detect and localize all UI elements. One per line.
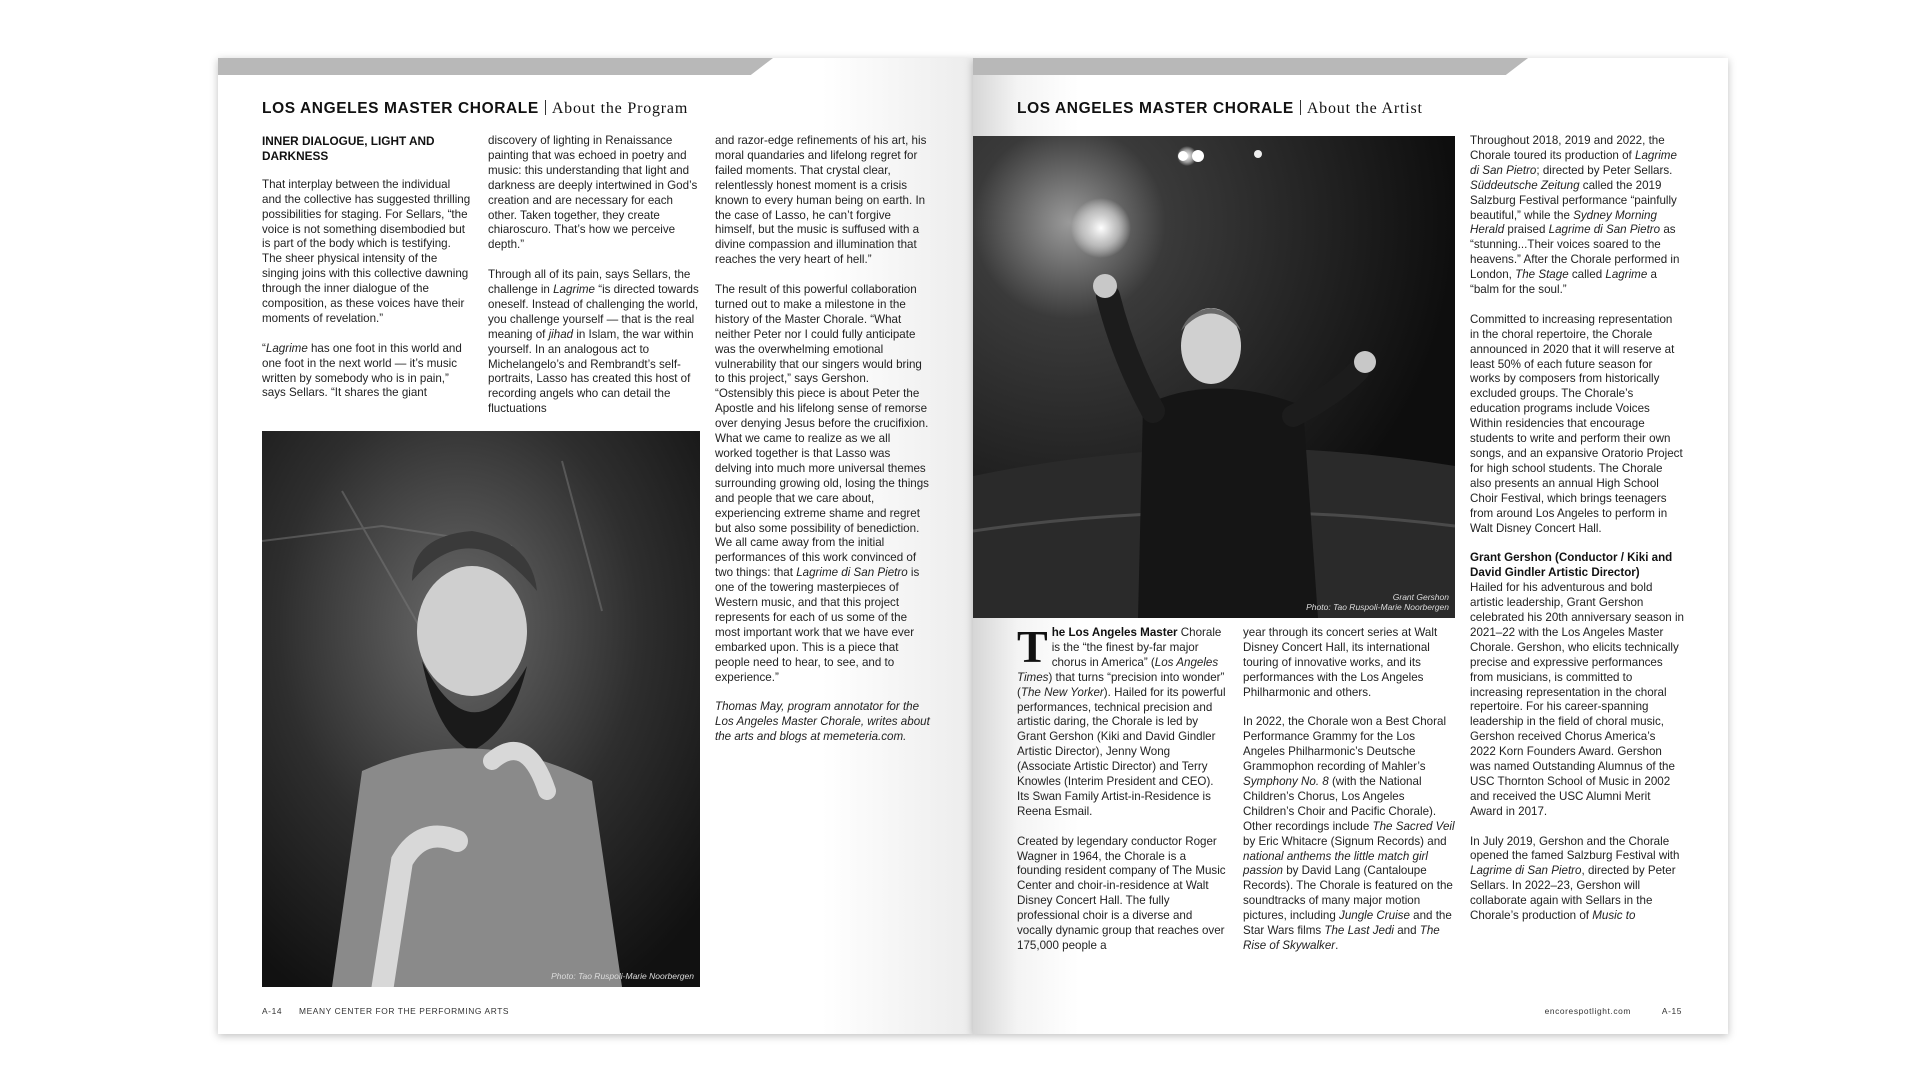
section-subhead: INNER DIALOGUE, LIGHT AND DARKNESS	[262, 134, 435, 163]
left-column-3	[715, 134, 930, 760]
header-brand: LOS ANGELES MASTER CHORALE	[1017, 100, 1294, 117]
website-url: encorespotlight.com	[1544, 1006, 1631, 1016]
right-page-top-bar	[973, 58, 1528, 75]
right-footer	[1545, 1006, 1682, 1016]
left-footer	[262, 1006, 509, 1016]
paragraph: and razor-edge refinements of his art, his moral quandaries and lifelong regret for failed moments. That crystal clear, relentlessly honest moment is a crisis known to every human being on earth. In the case of Lasso, he can’t forgive himself, but the music is suffused with a divine compassion and illumination that reaches the very heart of hell.”	[715, 134, 927, 267]
header-divider	[545, 100, 546, 115]
header-section: About the Program	[551, 100, 689, 117]
header-section: About the Artist	[1306, 100, 1423, 117]
header-brand: LOS ANGELES MASTER CHORALE	[262, 100, 539, 117]
paragraph: year through its concert series at Walt Disney Concert Hall, its international touring of innovative works, and its performances with the Los Angeles Philharmonic and others.	[1243, 626, 1438, 699]
paragraph: Hailed for his adventurous and bold artistic leadership, Grant Gershon celebrated his 20th anniversary season in 2021–22 with the Los Angeles Master Chorale. Gershon, who elicits technically precise and expressive performances from musicians, is committed to increasing representation in the choral repertoire. For his career-spanning leadership in the field of choral music, Gershon received Chorus America’s 2022 Korn Founders Award. Gershon was named Outstanding Alumnus of the USC Thornton School of Music in 2002 and received the USC Alumni Merit Award in 2017.	[1470, 581, 1684, 818]
venue-name: MEANY CENTER FOR THE PERFORMING ARTS	[299, 1006, 510, 1016]
photo-caption-credit: Photo: Tao Ruspoli-Marie Noorbergen	[1306, 602, 1449, 612]
paragraph: Through all of its pain, says Sellars, the challenge in Lagrime “is directed towards oneself. Instead of challenging the world, you challenge yourself — that is the real meaning of jihad in Islam, the war within yourself. In an analogous act to Michelangelo’s and Rembrandt’s self-portraits, Lasso has created this host of recording angels who can detail the fluctuations	[488, 268, 699, 416]
conductor-photo	[973, 136, 1455, 618]
drop-cap: T	[1017, 621, 1048, 672]
paragraph: Throughout 2018, 2019 and 2022, the Chorale toured its production of Lagrime di San Pietro; directed by Peter Sellars. Süddeutsche Zeitung called the 2019 Salzburg Festival performance “painfully beautiful,” while the Sydney Morning Herald praised Lagrime di San Pietro as “stunning...Their voices soared to the heavens.” After the Chorale performed in London, The Stage called Lagrime a “balm for the soul.”	[1470, 134, 1680, 297]
page-number: A-15	[1661, 1006, 1682, 1016]
paragraph: “Lagrime has one foot in this world and one foot in the next world — it’s music written by somebody who is in pain,” says Sellars. “It shares the giant	[262, 341, 462, 400]
photo-caption	[1306, 592, 1449, 612]
singer-photo	[262, 431, 700, 987]
left-column-2	[488, 134, 700, 432]
singer-photo-image	[262, 431, 700, 987]
left-page	[218, 58, 973, 1034]
paragraph: That interplay between the individual and the collective has suggested thrilling possibilities for staging. For Sellars, “the voice is not something disembodied but is part of the body which is testifying. The sheer physical intensity of the singing joins with this collective dawning through the inner dialogue of the composition, as these voices have their moments of revelation.”	[262, 177, 471, 325]
right-page-header	[1017, 100, 1423, 118]
paragraph: discovery of lighting in Renaissance painting that was echoed in poetry and music: this understanding that light and darkness are deeply intertwined in God’s creation and are necessary for each other. Taken together, they create chiaroscuro. That’s how we perceive depth.”	[488, 134, 698, 252]
paragraph: Created by legendary conductor Roger Wagner in 1964, the Chorale is a founding resident company of The Music Center and choir-in-residence at Walt Disney Concert Hall. The fully professional choir is a diverse and vocally dynamic group that reaches over 175,000 people a	[1017, 834, 1226, 953]
paragraph: In 2022, the Chorale won a Best Choral Performance Grammy for the Los Angeles Philharmonic’s Deutsche Grammophon recording of Mahler’s Symphony No. 8 (with the National Children’s Chorus, Los Angeles Children’s Choir and Pacific Chorale). Other recordings include The Sacred Veil by Eric Whitacre (Signum Records) and national anthems the little match girl passion by David Lang (Cantaloupe Records). The Chorale is featured on the soundtracks of many major motion pictures, including Jungle Cruise and the Star Wars films The Last Jedi and The Rise of Skywalker.	[1243, 715, 1455, 953]
paragraph: In July 2019, Gershon and the Chorale opened the famed Salzburg Festival with Lagrime di San Pietro, directed by Peter Sellars. In 2022–23, Gershon will collaborate again with Sellars in the Chorale’s production of Music to	[1470, 834, 1680, 923]
author-signature: Thomas May, program annotator for the Los Angeles Master Chorale, writes about the arts and blogs at memeteria.com.	[715, 700, 930, 744]
bio-heading: Grant Gershon (Conductor / Kiki and David Gindler Artistic Director)	[1470, 551, 1673, 580]
left-page-header	[262, 100, 688, 118]
right-column-3	[1470, 134, 1684, 939]
left-page-top-bar	[218, 58, 773, 75]
paragraph: The Los Angeles Master Chorale is the “the finest by-far major chorus in America” (Los Angeles Times) that turns “precision into wonder” (The New Yorker). Hailed for its powerful performances, technical precision and artistic daring, the Chorale is led by Grant Gershon (Kiki and David Gindler Artistic Director), Jenny Wong (Associate Artistic Director) and Terry Knowles (Interim President and CEO). Its Swan Family Artist-in-Residence is Reena Esmail.	[1017, 621, 1226, 818]
left-column-1	[262, 134, 472, 416]
header-divider	[1300, 100, 1301, 115]
paragraph: The result of this powerful collaboration turned out to make a milestone in the history of the Master Chorale. “What neither Peter nor I could fully anticipate was the overwhelming emotional vulnerability that our singers would bring to this project,” says Gershon. “Ostensibly this piece is about Peter the Apostle and his lifelong sense of remorse over denying Jesus before the crucifixion. What we came to realize as we all worked together is that Lasso was delving into much more universal themes surrounding growing old, losing the things and people that we care about, experiencing extreme shame and regret but also some possibility of benediction. We all came away from the initial performances of this work convinced of two things: that Lagrime di San Pietro is one of the towering masterpieces of Western music, and that this project represents for each of us some of the most important work that we have ever embarked upon. This is a piece that people need to hear, to see, and to experience.”	[715, 283, 929, 684]
right-column-2	[1243, 626, 1455, 969]
page-number: A-14	[262, 1006, 283, 1016]
paragraph: Committed to increasing representation in the choral repertoire, the Chorale announced in 2020 that it will reserve at least 50% of each future season for works by composers from historically excluded groups. The Chorale’s education programs include Voices Within residencies that encourage students to write and perform their own songs, and an expansive Oratorio Project for high school students. The Chorale also presents an annual High School Choir Festival, which brings teenagers from around Los Angeles to perform in Walt Disney Concert Hall.	[1470, 312, 1683, 535]
photo-credit: Photo: Tao Ruspoli-Marie Noorbergen	[551, 971, 694, 981]
photo-caption-name: Grant Gershon	[1392, 592, 1449, 602]
right-column-1	[1017, 621, 1227, 969]
right-page	[973, 58, 1728, 1034]
conductor-photo-image	[973, 136, 1455, 618]
